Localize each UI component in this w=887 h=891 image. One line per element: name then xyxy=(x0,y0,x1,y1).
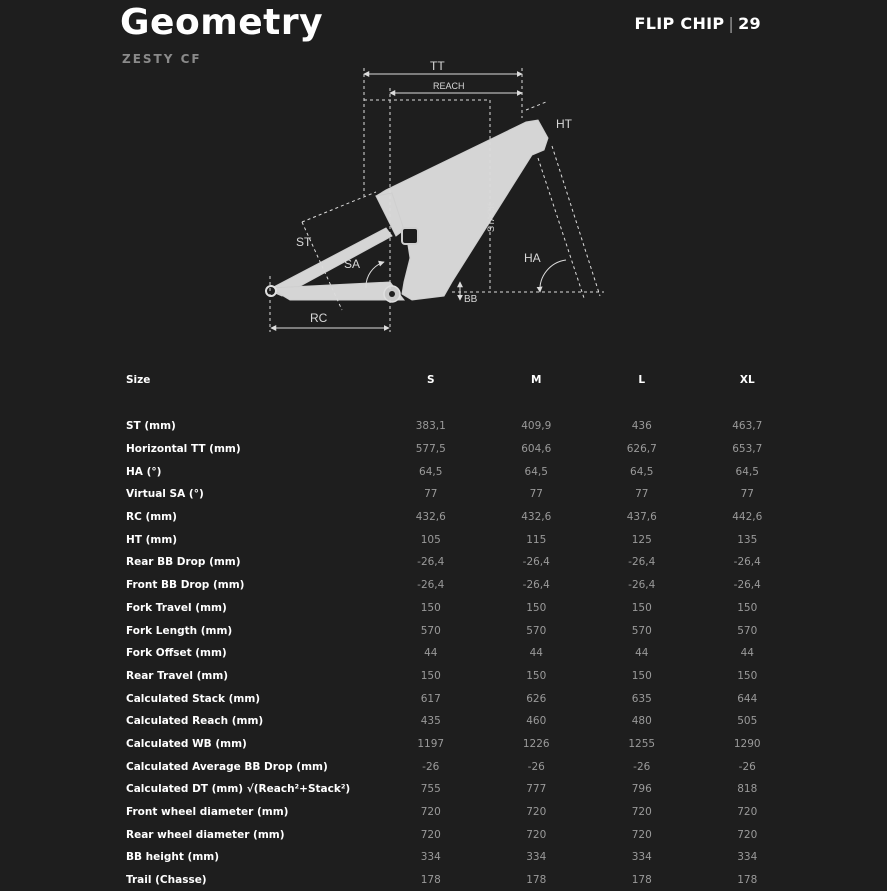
cell-value-m: 626 xyxy=(526,692,547,705)
cell-value-l: 178 xyxy=(631,874,652,887)
table-row xyxy=(120,755,800,778)
cell-value-xl: 720 xyxy=(737,828,758,841)
size-header-m: M xyxy=(531,374,542,386)
table-body xyxy=(120,392,800,891)
cell-value-xl: 150 xyxy=(737,669,758,682)
row-label: Calculated Stack (mm) xyxy=(126,692,261,705)
cell-value-xl: -26,4 xyxy=(733,579,761,592)
table-spacer xyxy=(120,392,800,415)
frame-geometry-diagram xyxy=(0,0,887,360)
cell-value-s: 577,5 xyxy=(415,443,446,456)
frame-front-triangle xyxy=(376,120,548,300)
table-row xyxy=(120,846,800,869)
cell-value-m: 720 xyxy=(526,828,547,841)
row-label: ST (mm) xyxy=(126,420,176,433)
cell-value-m: 150 xyxy=(526,601,547,614)
size-column-header: Size xyxy=(126,374,151,386)
cell-value-l: 720 xyxy=(631,828,652,841)
cell-value-m: 720 xyxy=(526,806,547,819)
cell-value-m: 570 xyxy=(526,624,547,637)
cell-value-l: -26,4 xyxy=(628,556,656,569)
cell-value-l: -26 xyxy=(633,760,651,773)
row-label: Calculated Reach (mm) xyxy=(126,715,264,728)
cell-value-xl: 1290 xyxy=(733,737,761,750)
cell-value-s: 570 xyxy=(420,624,441,637)
cell-value-s: 150 xyxy=(420,669,441,682)
cell-value-xl: 77 xyxy=(740,488,754,501)
table-row xyxy=(120,460,800,483)
cell-value-l: 77 xyxy=(635,488,649,501)
size-header-l: L xyxy=(638,374,646,386)
table-row xyxy=(120,597,800,620)
flip-chip-separator: | xyxy=(728,14,735,33)
cell-value-xl: 178 xyxy=(737,874,758,887)
model-name: ZESTY CF xyxy=(122,52,202,66)
diagram-label-ht: HT xyxy=(556,117,572,131)
cell-value-s: 720 xyxy=(420,828,441,841)
table-header-row xyxy=(120,368,800,392)
row-label: Front wheel diameter (mm) xyxy=(126,806,289,819)
diagram-label-rc: RC xyxy=(310,311,328,325)
cell-value-m: 777 xyxy=(526,783,547,796)
cell-value-l: 720 xyxy=(631,806,652,819)
table-row xyxy=(120,506,800,529)
cell-value-m: -26,4 xyxy=(522,579,550,592)
cell-value-s: -26,4 xyxy=(417,556,445,569)
row-label: Rear Travel (mm) xyxy=(126,669,229,682)
row-label: BB height (mm) xyxy=(126,851,220,864)
cell-value-m: 1226 xyxy=(522,737,550,750)
table-row xyxy=(120,710,800,733)
cell-value-m: 604,6 xyxy=(521,443,552,456)
cell-value-xl: 150 xyxy=(737,601,758,614)
row-label: Rear BB Drop (mm) xyxy=(126,556,241,569)
table-row xyxy=(120,665,800,688)
cell-value-m: -26 xyxy=(527,760,545,773)
cell-value-s: 755 xyxy=(420,783,441,796)
flip-chip-label: FLIP CHIP xyxy=(634,14,725,33)
table-row xyxy=(120,528,800,551)
row-label: Trail (Chasse) xyxy=(126,874,207,887)
cell-value-s: 105 xyxy=(420,533,441,546)
cell-value-l: 64,5 xyxy=(630,465,654,478)
cell-value-l: 437,6 xyxy=(626,511,657,524)
page-title: Geometry xyxy=(120,2,324,43)
cell-value-xl: 442,6 xyxy=(732,511,763,524)
cell-value-s: 617 xyxy=(420,692,441,705)
cell-value-l: 436 xyxy=(631,420,652,433)
row-label: HT (mm) xyxy=(126,533,178,546)
cell-value-xl: -26 xyxy=(738,760,756,773)
cell-value-xl: 135 xyxy=(737,533,758,546)
table-row xyxy=(120,574,800,597)
cell-value-s: -26,4 xyxy=(417,579,445,592)
cell-value-s: 178 xyxy=(420,874,441,887)
diagram-label-ha: HA xyxy=(524,251,541,265)
cell-value-xl: 818 xyxy=(737,783,758,796)
diagram-label-reach: REACH xyxy=(433,81,465,91)
row-label: Fork Travel (mm) xyxy=(126,601,227,614)
row-label: Calculated WB (mm) xyxy=(126,737,247,750)
diagram-label-sa: SA xyxy=(344,257,361,271)
table-row xyxy=(120,483,800,506)
cell-value-l: 150 xyxy=(631,669,652,682)
flip-chip-value: 29 xyxy=(738,14,761,33)
row-label: RC (mm) xyxy=(126,511,177,524)
table-row xyxy=(120,438,800,461)
diagram-label-st: ST xyxy=(296,235,312,249)
cell-value-l: 480 xyxy=(631,715,652,728)
diagram-label-tt: TT xyxy=(430,59,445,73)
bike-frame xyxy=(266,120,548,302)
frame-shock xyxy=(402,228,418,244)
cell-value-m: 334 xyxy=(526,851,547,864)
table-row xyxy=(120,642,800,665)
table-row xyxy=(120,733,800,756)
row-label: Calculated DT (mm) √(Reach²+Stack²) xyxy=(126,783,351,796)
cell-value-xl: 64,5 xyxy=(735,465,759,478)
table-row xyxy=(120,551,800,574)
table-row xyxy=(120,415,800,438)
row-label: Rear wheel diameter (mm) xyxy=(126,828,285,841)
cell-value-xl: 644 xyxy=(737,692,758,705)
cell-value-s: 720 xyxy=(420,806,441,819)
row-label: Fork Length (mm) xyxy=(126,624,233,637)
cell-value-s: 64,5 xyxy=(419,465,443,478)
table-row xyxy=(120,619,800,642)
cell-value-s: 1197 xyxy=(417,737,445,750)
cell-value-xl: 570 xyxy=(737,624,758,637)
table-row xyxy=(120,687,800,710)
cell-value-xl: 463,7 xyxy=(732,420,763,433)
rear-axle xyxy=(266,286,276,296)
cell-value-l: 150 xyxy=(631,601,652,614)
cell-value-m: 150 xyxy=(526,669,547,682)
table-row xyxy=(120,869,800,891)
cell-value-s: 383,1 xyxy=(415,420,446,433)
geometry-table xyxy=(120,368,800,891)
cell-value-xl: 653,7 xyxy=(732,443,763,456)
cell-value-l: 796 xyxy=(631,783,652,796)
cell-value-m: 115 xyxy=(526,533,547,546)
table-row xyxy=(120,823,800,846)
row-label: Calculated Average BB Drop (mm) xyxy=(126,760,328,773)
diagram-label-stack: STACK xyxy=(486,202,496,232)
cell-value-l: 125 xyxy=(631,533,652,546)
cell-value-xl: 334 xyxy=(737,851,758,864)
cell-value-s: -26 xyxy=(422,760,440,773)
row-label: HA (°) xyxy=(126,465,162,478)
cell-value-xl: 44 xyxy=(740,647,754,660)
cell-value-s: 435 xyxy=(420,715,441,728)
cell-value-xl: 505 xyxy=(737,715,758,728)
cell-value-s: 150 xyxy=(420,601,441,614)
cell-value-m: 409,9 xyxy=(521,420,552,433)
cell-value-s: 44 xyxy=(424,647,438,660)
cell-value-xl: 720 xyxy=(737,806,758,819)
cell-value-l: 1255 xyxy=(628,737,656,750)
cell-value-s: 334 xyxy=(420,851,441,864)
main-pivot xyxy=(389,291,395,297)
size-header-s: S xyxy=(426,374,435,386)
cell-value-s: 77 xyxy=(424,488,438,501)
row-label: Horizontal TT (mm) xyxy=(126,443,241,456)
cell-value-m: 178 xyxy=(526,874,547,887)
cell-value-m: 460 xyxy=(526,715,547,728)
cell-value-m: 77 xyxy=(529,488,543,501)
table-row xyxy=(120,778,800,801)
cell-value-m: 64,5 xyxy=(524,465,548,478)
row-label: Front BB Drop (mm) xyxy=(126,579,245,592)
diagram-label-bb: BB xyxy=(464,294,478,305)
cell-value-m: 44 xyxy=(529,647,543,660)
cell-value-l: -26,4 xyxy=(628,579,656,592)
table-row xyxy=(120,801,800,824)
cell-value-xl: -26,4 xyxy=(733,556,761,569)
cell-value-l: 570 xyxy=(631,624,652,637)
cell-value-l: 626,7 xyxy=(626,443,657,456)
cell-value-l: 334 xyxy=(631,851,652,864)
row-label: Fork Offset (mm) xyxy=(126,647,227,660)
cell-value-m: -26,4 xyxy=(522,556,550,569)
cell-value-l: 44 xyxy=(635,647,649,660)
cell-value-m: 432,6 xyxy=(521,511,552,524)
row-label: Virtual SA (°) xyxy=(126,488,204,501)
cell-value-l: 635 xyxy=(631,692,652,705)
size-header-xl: XL xyxy=(739,374,755,386)
cell-value-s: 432,6 xyxy=(415,511,446,524)
